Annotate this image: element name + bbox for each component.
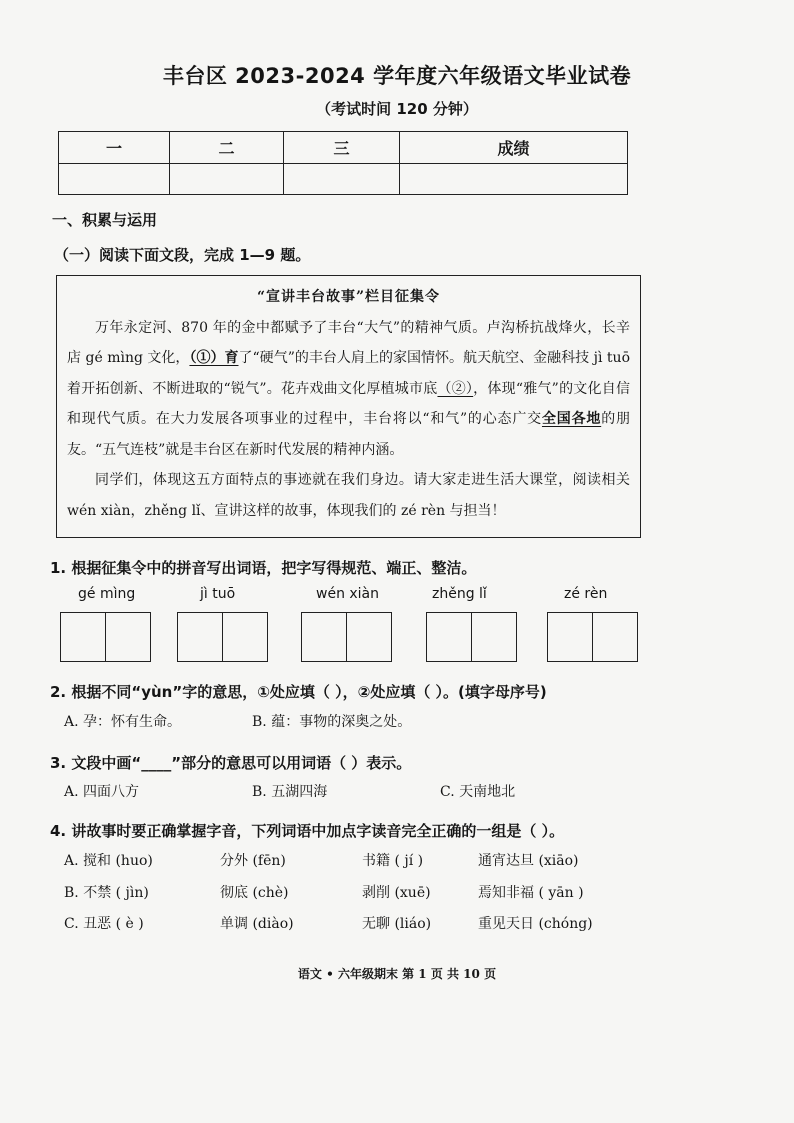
q4-c-2: 单调 (diào): [220, 916, 294, 932]
section-heading: 一、积累与运用: [52, 211, 158, 229]
section-instruction: （一）阅读下面文段，完成 1—9 题。: [54, 246, 311, 264]
q4-b-3: 剥削 (xuē): [362, 885, 431, 901]
passage-paragraph-2: 同学们，体现这五方面特点的事迹就在我们身边。请大家走进生活大课堂，阅读相关 wén xiàn，zhěng lǐ、宣讲这样的故事，体现我们的 zé rèn 与担当！: [67, 472, 630, 519]
score-table: [58, 131, 628, 195]
q4-c-4: 重见天日 (chóng): [478, 916, 593, 932]
score-header-2: 二: [170, 132, 284, 164]
pinyin-4: zhěng lǐ: [432, 586, 487, 602]
passage-box: [56, 275, 641, 538]
q4-b-1: B. 不禁 ( jìn): [64, 885, 149, 901]
q4-a-4: 通宵达旦 (xiāo): [478, 853, 579, 869]
question-4: 4. 讲故事时要正确掌握字音，下列词语中加点字读音完全正确的一组是（ ）。: [50, 822, 565, 840]
writing-grid-2[interactable]: [177, 612, 268, 662]
score-header-1: 一: [59, 132, 170, 164]
passage-title: “宣讲丰台故事”栏目征集令: [256, 289, 441, 305]
q4-c-1: C. 丑恶 ( è ): [64, 916, 144, 932]
pinyin-3: wén xiàn: [316, 586, 380, 602]
score-cell-total[interactable]: [400, 164, 628, 195]
q4-a-2: 分外 (fēn): [220, 853, 286, 869]
writing-grid-3[interactable]: [301, 612, 392, 662]
writing-grid-5[interactable]: [547, 612, 638, 662]
q2-option-b: B. 蕴：事物的深奥之处。: [252, 714, 412, 730]
question-2: 2. 根据不同“yùn”字的意思，①处应填（ ），②处应填（ ）。(填字母序号): [50, 683, 547, 701]
page-title: 丰台区 2023-2024 学年度六年级语文毕业试卷: [162, 64, 632, 88]
q3-option-c: C. 天南地北: [440, 784, 516, 800]
q4-a-1: A. 搅和 (huo): [64, 853, 153, 869]
pinyin-5: zé rèn: [564, 586, 608, 602]
page-footer: 语文 • 六年级期末 第 1 页 共 10 页: [297, 967, 497, 981]
question-3: 3. 文段中画“____”部分的意思可以用词语（ ）表示。: [50, 754, 412, 772]
blank-2: （②）: [437, 380, 474, 397]
score-header-total: 成绩: [400, 132, 628, 164]
blank-1: （①）育: [189, 350, 239, 366]
passage-paragraph-1: 万年永定河、870 年的金中都赋予了丰台“大气”的精神气质。卢沟桥抗战烽火，长辛店 gé mìng 文化，（①）育了“硬气”的丰台人肩上的家国情怀。航天航空、金融科技 jì tuō着开拓创新、不断进取的“锐气”。花卉戏曲文化厚植城市底（②），体现“雅气”的文化自信和现代气质。在大力发展各项事业的过程中，丰台将以“和气”的心态广交全国各地的朋友。“五气连枝”就是丰台区在新时代发展的精神内涵。: [67, 319, 630, 458]
score-cell-2[interactable]: [170, 164, 284, 195]
score-header-3: 三: [284, 132, 400, 164]
q3-option-b: B. 五湖四海: [252, 784, 328, 800]
score-cell-1[interactable]: [59, 164, 170, 195]
underlined-phrase: 全国各地: [541, 411, 602, 427]
q4-c-3: 无聊 (liáo): [362, 916, 432, 932]
writing-grid-1[interactable]: [60, 612, 151, 662]
question-1: 1. 根据征集令中的拼音写出词语，把字写得规范、端正、整洁。: [50, 559, 477, 577]
pinyin-2: jì tuō: [200, 586, 236, 602]
q2-option-a: A. 孕：怀有生命。: [64, 714, 182, 730]
q4-b-4: 焉知非福 ( yān ): [478, 885, 584, 901]
q3-option-a: A. 四面八方: [64, 784, 140, 800]
score-cell-3[interactable]: [284, 164, 400, 195]
q4-b-2: 彻底 (chè): [220, 885, 289, 901]
exam-duration: （考试时间 120 分钟）: [316, 100, 478, 118]
writing-grid-4[interactable]: [426, 612, 517, 662]
q4-a-3: 书籍 ( jí ): [362, 853, 424, 869]
pinyin-1: gé mìng: [78, 586, 136, 602]
